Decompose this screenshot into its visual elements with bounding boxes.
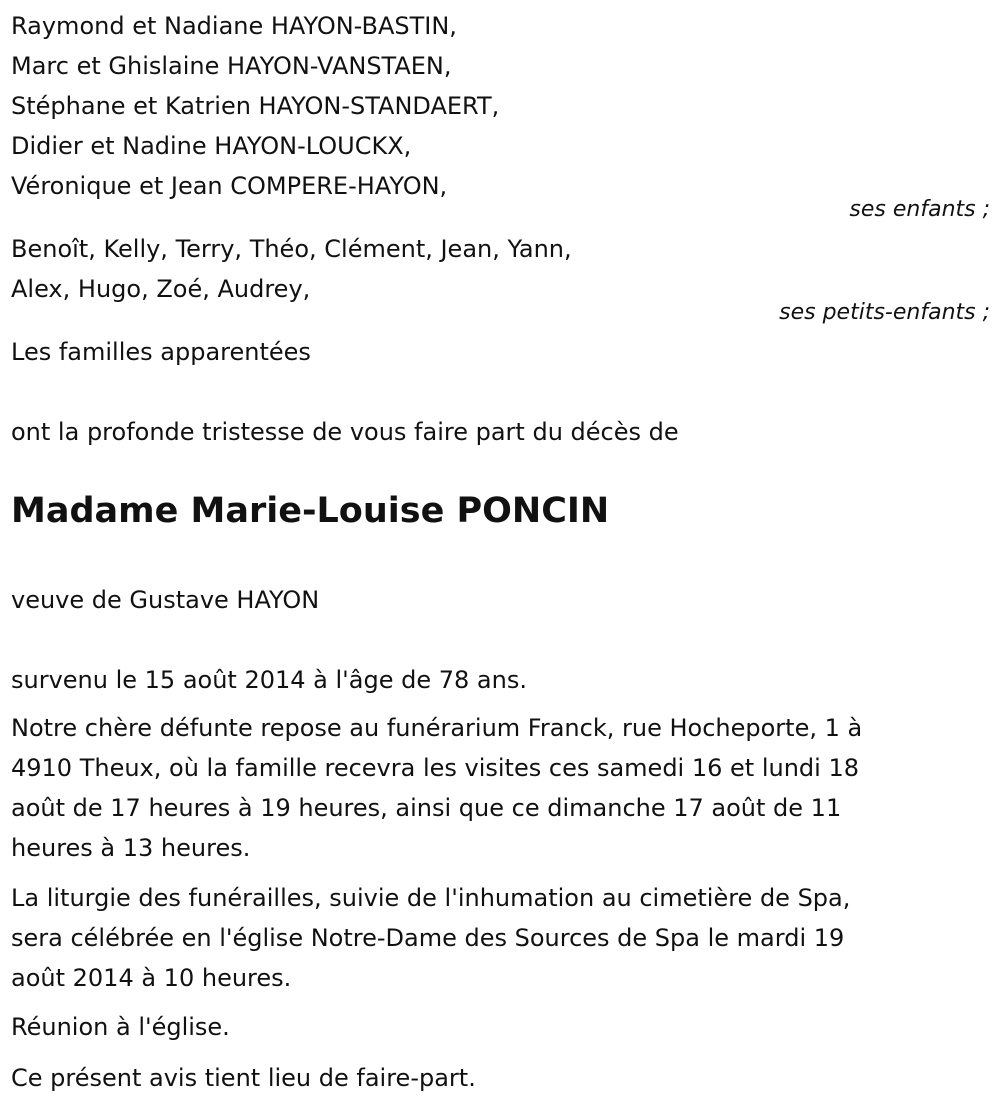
funeral-line-3: août 2014 à 10 heures. [11, 964, 292, 992]
grandchild-line-2: Alex, Hugo, Zoé, Audrey, [11, 275, 311, 303]
grandchild-line-1: Benoît, Kelly, Terry, Théo, Clément, Jean, Yann, [11, 235, 572, 263]
deceased-name: Madame Marie-Louise PONCIN [11, 491, 610, 531]
child-line-4: Didier et Nadine HAYON-LOUCKX, [11, 132, 412, 160]
widow-of-line: veuve de Gustave HAYON [11, 586, 320, 614]
meeting-line: Réunion à l'église. [11, 1013, 230, 1041]
death-info-line: survenu le 15 août 2014 à l'âge de 78 ans. [11, 666, 527, 694]
visitation-line-4: heures à 13 heures. [11, 834, 251, 862]
funeral-line-1: La liturgie des funérailles, suivie de l'inhumation au cimetière de Spa, [11, 884, 851, 912]
visitation-line-3: août de 17 heures à 19 heures, ainsi que ce dimanche 17 août de 11 [11, 794, 842, 822]
visitation-line-2: 4910 Theux, où la famille recevra les visites ces samedi 16 et lundi 18 [11, 754, 859, 782]
funeral-line-2: sera célébrée en l'église Notre-Dame des Sources de Spa le mardi 19 [11, 924, 845, 952]
children-role: ses enfants ; [849, 197, 990, 222]
child-line-2: Marc et Ghislaine HAYON-VANSTAEN, [11, 52, 452, 80]
notice-line: Ce présent avis tient lieu de faire-part. [11, 1064, 476, 1092]
child-line-3: Stéphane et Katrien HAYON-STANDAERT, [11, 92, 500, 120]
child-line-1: Raymond et Nadiane HAYON-BASTIN, [11, 12, 457, 40]
child-line-5: Véronique et Jean COMPERE-HAYON, [11, 172, 448, 200]
announcement-line: ont la profonde tristesse de vous faire part du décès de [11, 418, 679, 446]
grandchildren-role: ses petits-enfants ; [779, 300, 990, 325]
visitation-line-1: Notre chère défunte repose au funérarium Franck, rue Hocheporte, 1 à [11, 714, 863, 742]
relatives-line: Les familles apparentées [11, 338, 311, 366]
